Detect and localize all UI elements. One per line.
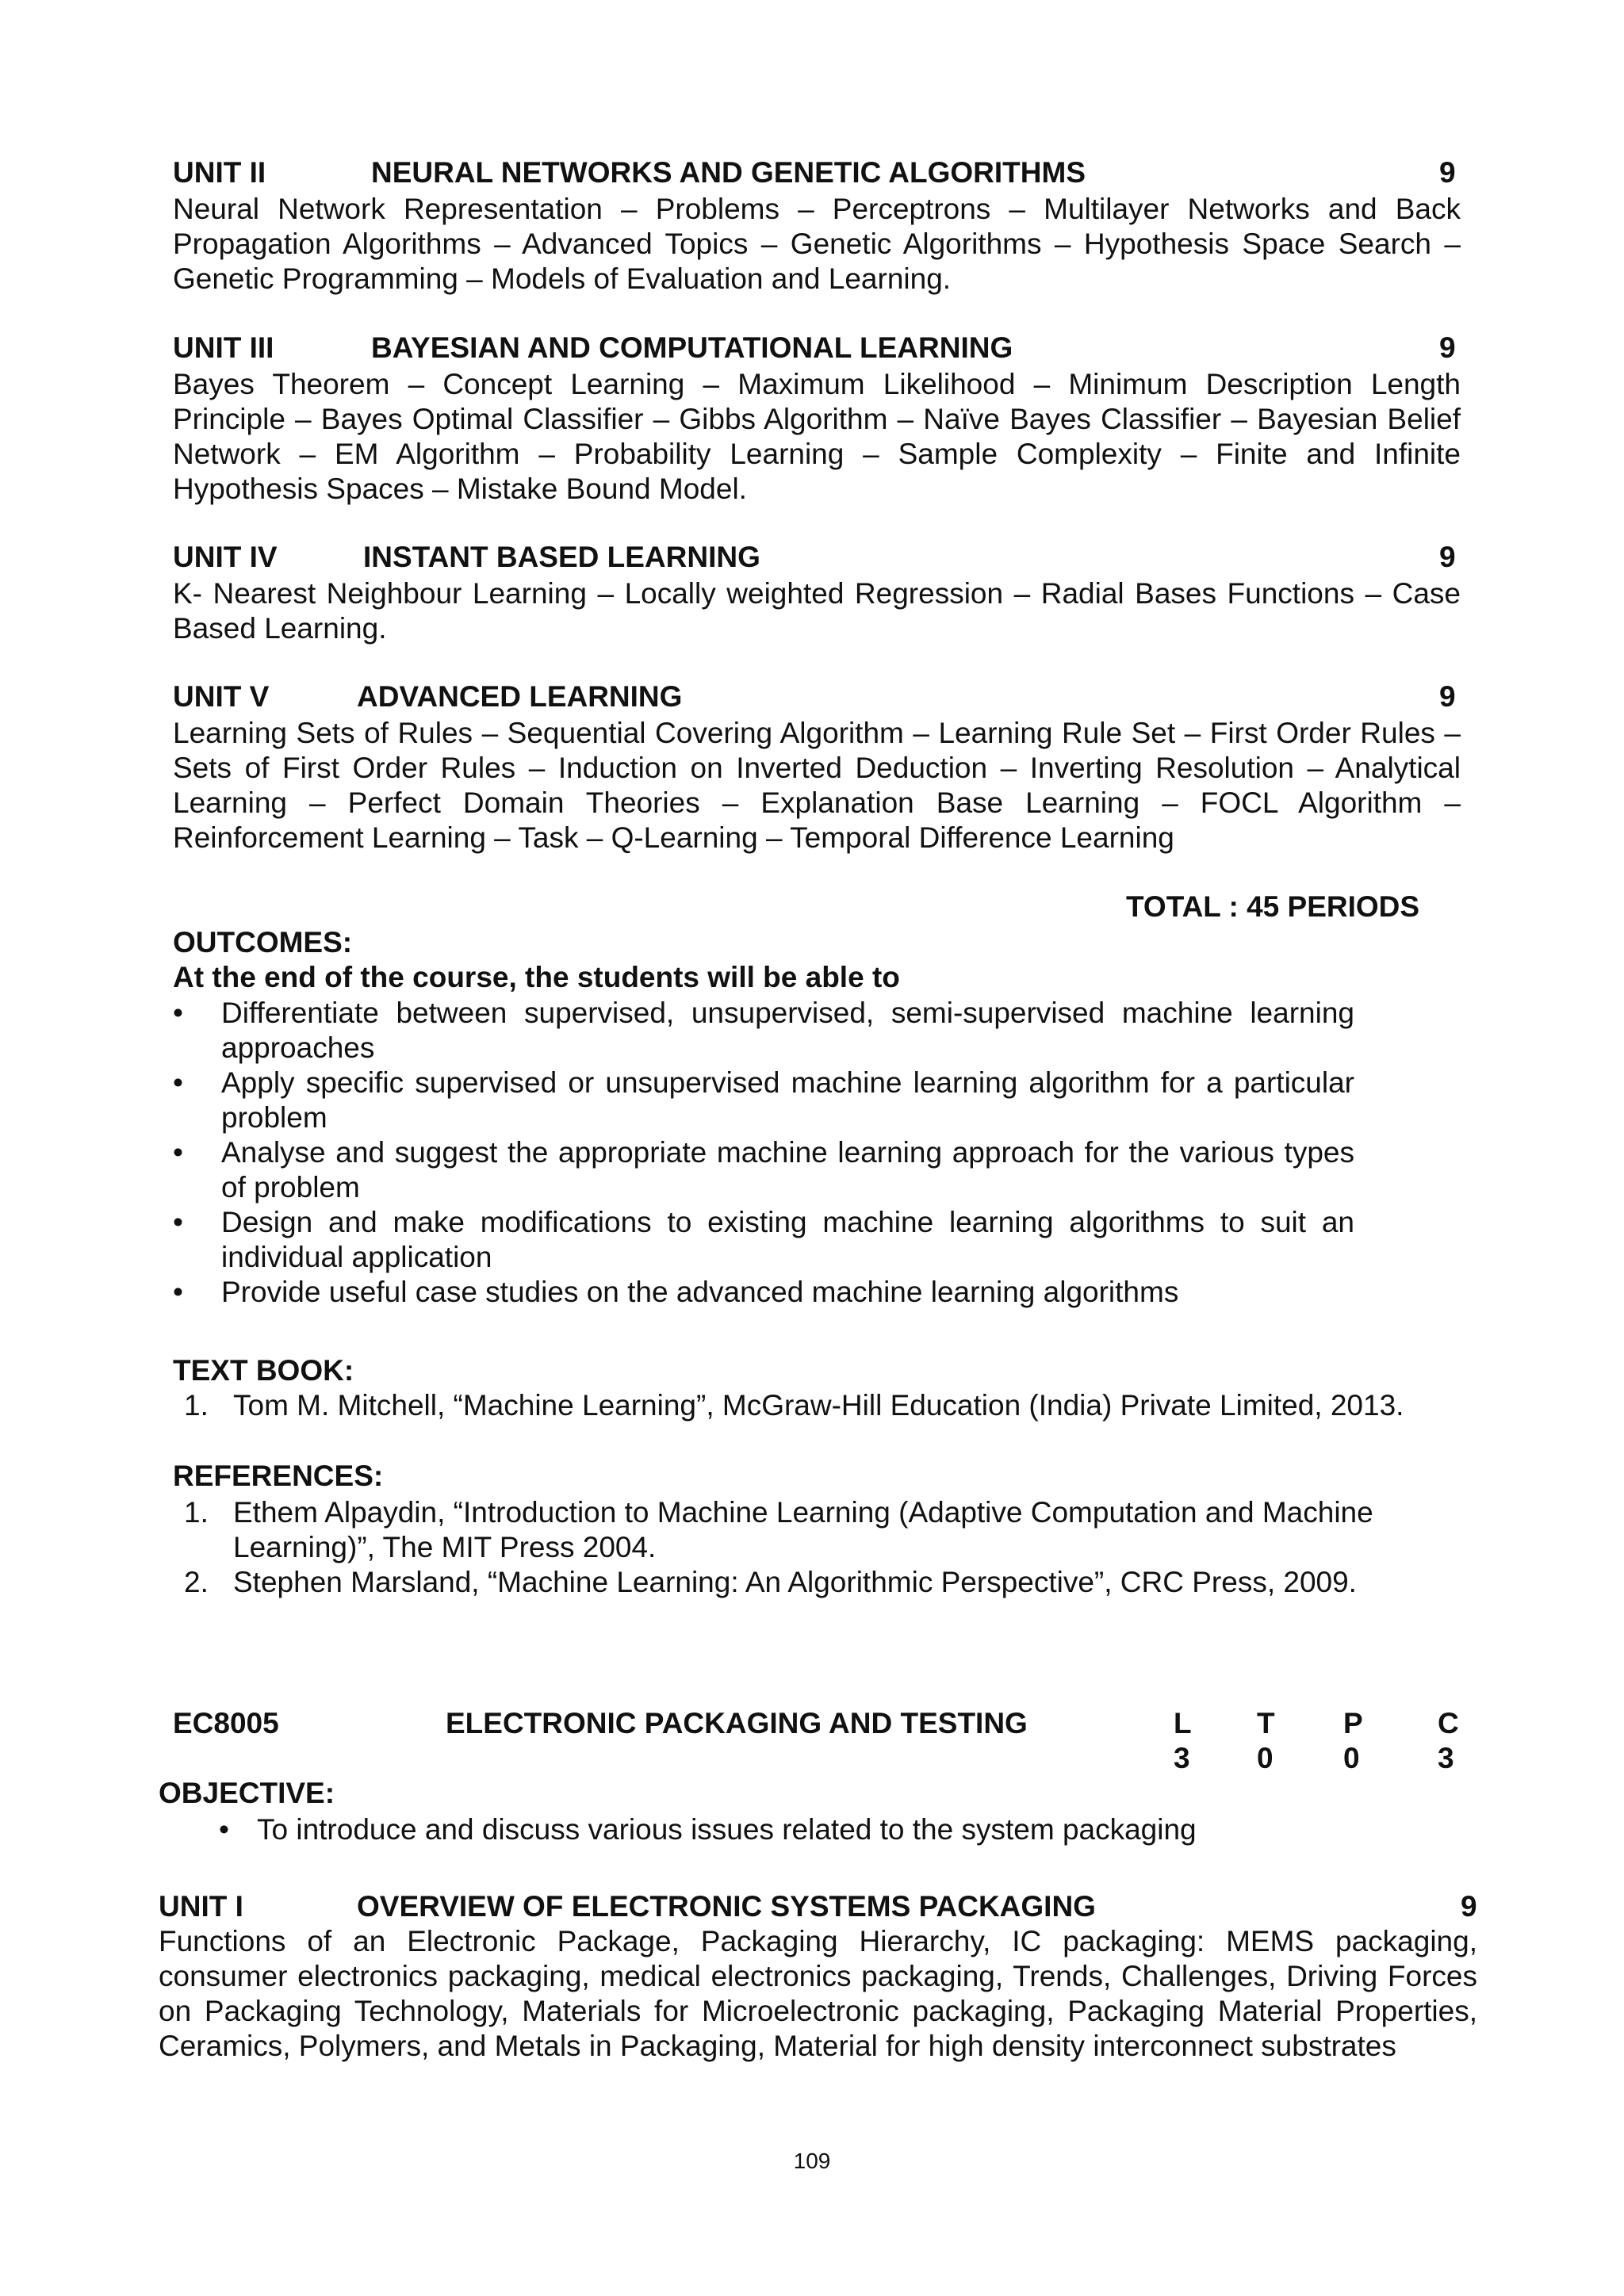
unit-hours: 9 <box>1439 541 1456 573</box>
item-number: 1. <box>184 1496 209 1529</box>
ltpc-label-p: P <box>1343 1707 1363 1739</box>
ltpc-label-l: L <box>1174 1707 1192 1739</box>
outcome-item: • Apply specific supervised or unsupervised machine learning algorithm for a particular problem <box>173 1066 1354 1135</box>
page-number: 109 <box>793 2149 831 2173</box>
unit-5-body: Learning Sets of Rules – Sequential Covering Algorithm – Learning Rule Set – First Order Rules – Sets of First Order Rules – Induction on Inverted Deduction – Inverting Resolution – Analytical Learning – Perfect Domain Theories – Explanation Base Learning – FOCL Algorithm – Reinforcement Learning – Task – Q-Learning – Temporal Difference Learning <box>173 717 1461 854</box>
ltpc-value-c: 3 <box>1438 1742 1454 1774</box>
unit-hours: 9 <box>1439 331 1456 364</box>
unit-hours: 9 <box>1439 156 1456 189</box>
unit-number: UNIT III <box>173 331 274 364</box>
item-number: 2. <box>184 1566 209 1598</box>
outcome-item: • Differentiate between supervised, unsupervised, semi-supervised machine learning approaches <box>173 996 1354 1066</box>
unit-title: INSTANT BASED LEARNING <box>363 541 760 573</box>
reference-item <box>173 1565 1386 1600</box>
unit-3-body: Bayes Theorem – Concept Learning – Maximum Likelihood – Minimum Description Length Principle – Bayes Optimal Classifier – Gibbs Algorithm – Naïve Bayes Classifier – Bayesian Belief Network – EM Algorithm – Probability Learning – Sample Complexity – Finite and Infinite Hypothesis Spaces – Mistake Bound Model. <box>173 368 1461 505</box>
outcomes-heading: OUTCOMES: <box>173 926 353 959</box>
outcome-item: • Analyse and suggest the appropriate machine learning approach for the various types of problem <box>173 1135 1354 1205</box>
reference-item <box>173 1495 1386 1565</box>
unit-2-body: Neural Network Representation – Problems – Perceptrons – Multilayer Networks and Back Propagation Algorithms – Advanced Topics – Genetic Algorithms – Hypothesis Space Search – Genetic Programming – Models of Evaluation and Learning. <box>173 193 1461 295</box>
objective-heading: OBJECTIVE: <box>159 1777 335 1809</box>
unit-title: ADVANCED LEARNING <box>357 680 683 713</box>
unit-title: NEURAL NETWORKS AND GENETIC ALGORITHMS <box>371 156 1086 189</box>
unit-3-header <box>0 331 1624 365</box>
references-list <box>173 1495 1386 1600</box>
unit-number: UNIT V <box>173 680 270 713</box>
total-periods: TOTAL : 45 PERIODS <box>1126 890 1420 923</box>
unit-2-header <box>0 155 1624 190</box>
course-header <box>0 1706 1624 1777</box>
ltpc-value-t: 0 <box>1257 1742 1274 1774</box>
item-number: 1. <box>184 1389 209 1422</box>
outcomes-intro: At the end of the course, the students will be able to <box>173 961 900 993</box>
unit-hours: 9 <box>1461 1890 1477 1923</box>
ltpc-value-l: 3 <box>1174 1742 1190 1774</box>
ltpc-label-t: T <box>1257 1707 1275 1739</box>
item-text: Tom M. Mitchell, “Machine Learning”, McGraw-Hill Education (India) Private Limited, 2013. <box>233 1389 1404 1422</box>
references-heading: REFERENCES: <box>173 1460 384 1492</box>
unit-title: BAYESIAN AND COMPUTATIONAL LEARNING <box>371 331 1013 364</box>
objective-item: • To introduce and discuss various issues related to the system packaging <box>219 1812 1408 1847</box>
unit-4-header <box>0 540 1624 575</box>
unit-title: OVERVIEW OF ELECTRONIC SYSTEMS PACKAGING <box>357 1890 1096 1923</box>
outcomes-list <box>173 996 1354 1310</box>
unit-1-header <box>0 1889 1624 1924</box>
textbook-list <box>173 1388 1473 1423</box>
unit-5-header <box>0 679 1624 714</box>
course-code: EC8005 <box>173 1707 279 1739</box>
unit-number: UNIT II <box>173 156 266 189</box>
unit-number: UNIT I <box>159 1890 243 1923</box>
outcome-item: • Design and make modifications to existing machine learning algorithms to suit an individual application <box>173 1205 1354 1275</box>
item-text: Ethem Alpaydin, “Introduction to Machine Learning (Adaptive Computation and Machine Learning)”, The MIT Press 2004. <box>233 1496 1373 1563</box>
objective-list <box>219 1812 1408 1847</box>
unit-number: UNIT IV <box>173 541 278 573</box>
ltpc-value-p: 0 <box>1343 1742 1360 1774</box>
item-text: Stephen Marsland, “Machine Learning: An Algorithmic Perspective”, CRC Press, 2009. <box>233 1566 1357 1598</box>
textbook-heading: TEXT BOOK: <box>173 1354 354 1387</box>
unit-1-body: Functions of an Electronic Package, Packaging Hierarchy, IC packaging: MEMS packaging, consumer electronics packaging, medical electronics packaging, Trends, Challenges, Driving Forces on Packaging Technology, Materials for Microelectronic packaging, Packaging Material Properties, Ceramics, Polymers, and Metals in Packaging, Material for high density interconnect substrates <box>159 1925 1477 2062</box>
unit-4-body: K- Nearest Neighbour Learning – Locally weighted Regression – Radial Bases Functions – Case Based Learning. <box>173 577 1461 645</box>
outcome-item: • Provide useful case studies on the advanced machine learning algorithms <box>173 1275 1354 1310</box>
course-title: ELECTRONIC PACKAGING AND TESTING <box>446 1707 1028 1739</box>
textbook-item <box>173 1388 1473 1423</box>
ltpc-label-c: C <box>1438 1707 1459 1739</box>
unit-hours: 9 <box>1439 680 1456 713</box>
